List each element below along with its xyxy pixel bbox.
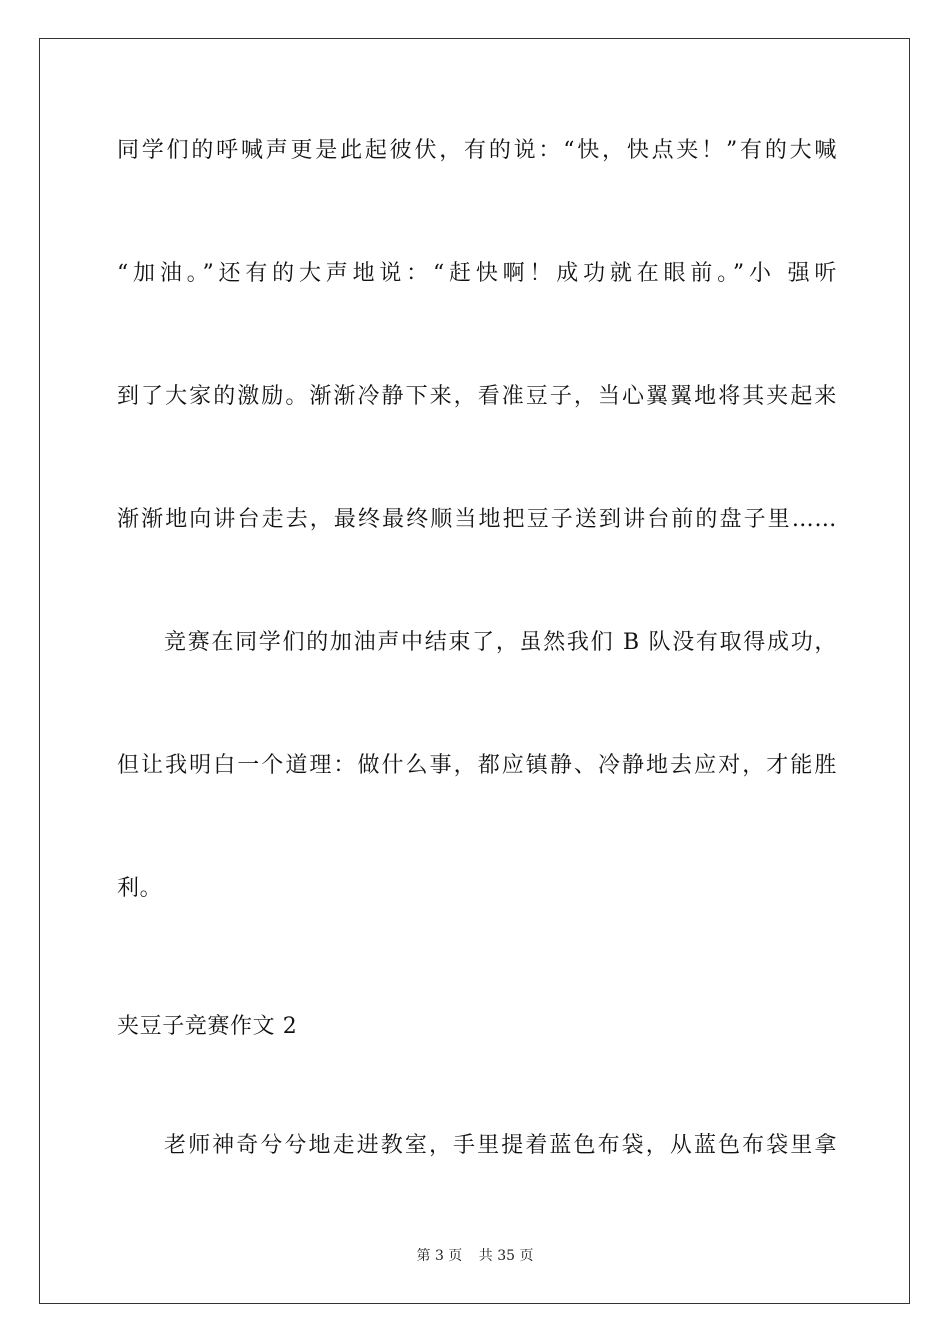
paragraph-line: 但让我明白一个道理：做什么事，都应镇静、冷静地去应对，才能胜 bbox=[117, 753, 837, 778]
paragraph-line: 利。 bbox=[117, 876, 163, 901]
paragraph-line: 同学们的呼喊声更是此起彼伏，有的说：“快，快点夹！”有的大喊 bbox=[117, 138, 837, 163]
page-footer bbox=[0, 1246, 950, 1266]
page-border bbox=[39, 38, 910, 1304]
paragraph-line: 到了大家的激励。渐渐冷静下来，看准豆子，当心翼翼地将其夹起来 bbox=[117, 384, 837, 409]
page-number: 第 3 页 bbox=[416, 1248, 463, 1264]
paragraph-line: 渐渐地向讲台走去，最终最终顺当地把豆子送到讲台前的盘子里…… bbox=[117, 507, 837, 532]
page-total: 共 35 页 bbox=[478, 1248, 534, 1264]
section-heading: 夹豆子竞赛作文 2 bbox=[117, 1014, 298, 1039]
paragraph-line: “加油。”还有的大声地说：“赶快啊！成功就在眼前。”小 强听 bbox=[117, 261, 837, 286]
paragraph-line: 老师神奇兮兮地走进教室，手里提着蓝色布袋，从蓝色布袋里拿 bbox=[164, 1133, 837, 1158]
paragraph-line: 竞赛在同学们的加油声中结束了，虽然我们 B 队没有取得成功， bbox=[164, 630, 837, 655]
